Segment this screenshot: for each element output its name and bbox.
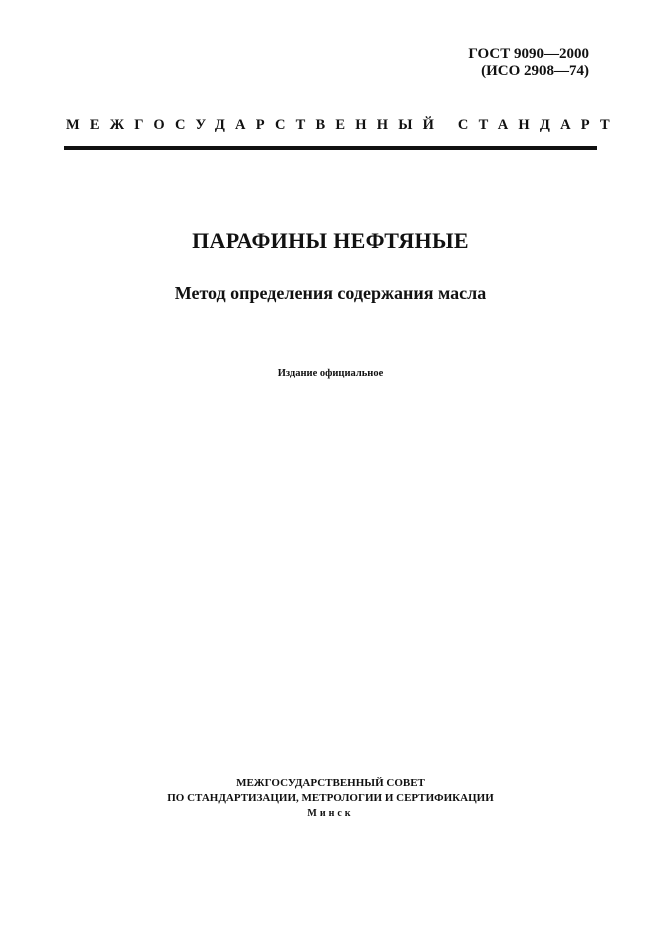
publisher-line-1: МЕЖГОСУДАРСТВЕННЫЙ СОВЕТ <box>236 777 425 789</box>
banner-rule <box>64 146 597 150</box>
standard-codes <box>468 46 589 80</box>
publisher-line-2: ПО СТАНДАРТИЗАЦИИ, МЕТРОЛОГИИ И СЕРТИФИКАЦИИ <box>167 792 494 804</box>
standard-banner: МЕЖГОСУДАРСТВЕННЫЙ СТАНДАРТ <box>66 117 620 133</box>
document-title: ПАРАФИНЫ НЕФТЯНЫЕ <box>192 228 469 253</box>
standard-number: ГОСТ 9090—2000 <box>468 46 589 62</box>
document-subtitle: Метод определения содержания масла <box>174 283 487 303</box>
publisher-city: Минск <box>307 808 354 819</box>
publisher-block <box>0 776 661 821</box>
edition-note: Издание официальное <box>277 368 384 379</box>
iso-equivalent: (ИСО 2908—74) <box>481 63 589 79</box>
